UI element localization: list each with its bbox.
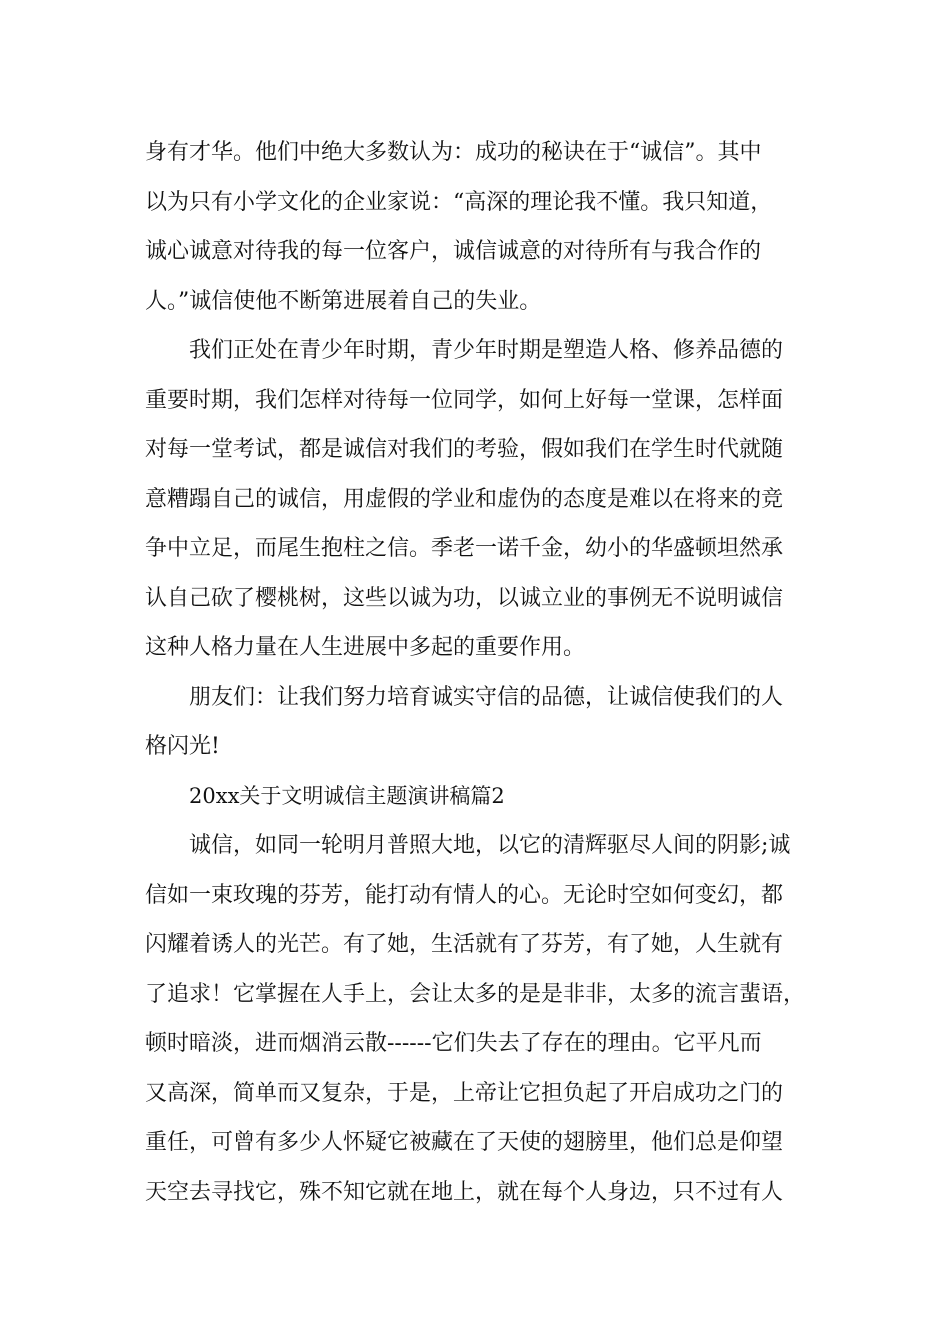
text-line: 又高深，简单而又复杂，于是，上帝让它担负起了开启成功之门的	[145, 1080, 784, 1106]
text-line: 身有才华。他们中绝大多数认为：成功的秘诀在于“诚信”。其中	[145, 140, 762, 165]
text-line: 人。”诚信使他不断第进展着自己的失业。	[145, 288, 542, 314]
text-line: 重要时期，我们怎样对待每一位同学，如何上好每一堂课，怎样面	[145, 387, 784, 413]
text-line: 争中立足，而尾生抱柱之信。季老一诺千金，幼小的华盛顿坦然承	[145, 536, 784, 561]
paragraph-first-line: 诚信，如同一轮明月普照大地，以它的清辉驱尽人间的阴影;诚	[189, 833, 791, 858]
text-line: 意糟蹋自己的诚信，用虚假的学业和虚伪的态度是难以在将来的竞	[145, 486, 784, 512]
paragraph-first-line: 我们正处在青少年时期，青少年时期是塑造人格、修养品德的	[189, 338, 784, 363]
text-line: 了追求！它掌握在人手上，会让太多的是是非非，太多的流言蜚语，	[145, 981, 806, 1007]
text-line: 信如一束玫瑰的芬芳，能打动有情人的心。无论时空如何变幻，都	[145, 882, 784, 908]
text-line: 天空去寻找它，殊不知它就在地上，就在每个人身边，只不过有人	[145, 1179, 784, 1205]
text-line: 认自己砍了樱桃树，这些以诚为功，以诚立业的事例无不说明诚信	[145, 585, 784, 611]
text-line: 以为只有小学文化的企业家说：“高深的理论我不懂。我只知道，	[145, 189, 773, 215]
paragraph-first-line: 朋友们：让我们努力培育诚实守信的品德，让诚信使我们的人	[189, 684, 784, 710]
section-heading: 20xx关于文明诚信主题演讲稿篇2	[189, 783, 505, 808]
text-line: 闪耀着诱人的光芒。有了她，生活就有了芬芳，有了她，人生就有	[145, 932, 784, 957]
text-line: 格闪光!	[145, 734, 220, 759]
text-line: 顿时暗淡，进而烟消云散------它们失去了存在的理由。它平凡而	[145, 1031, 762, 1056]
text-line: 对每一堂考试，都是诚信对我们的考验，假如我们在学生时代就随	[145, 437, 784, 462]
text-line: 诚心诚意对待我的每一位客户，诚信诚意的对待所有与我合作的	[145, 239, 762, 264]
document-body	[145, 128, 835, 1217]
text-line: 重任，可曾有多少人怀疑它被藏在了天使的翅膀里，他们总是仰望	[145, 1130, 784, 1155]
text-line: 这种人格力量在人生进展中多起的重要作用。	[145, 635, 586, 660]
